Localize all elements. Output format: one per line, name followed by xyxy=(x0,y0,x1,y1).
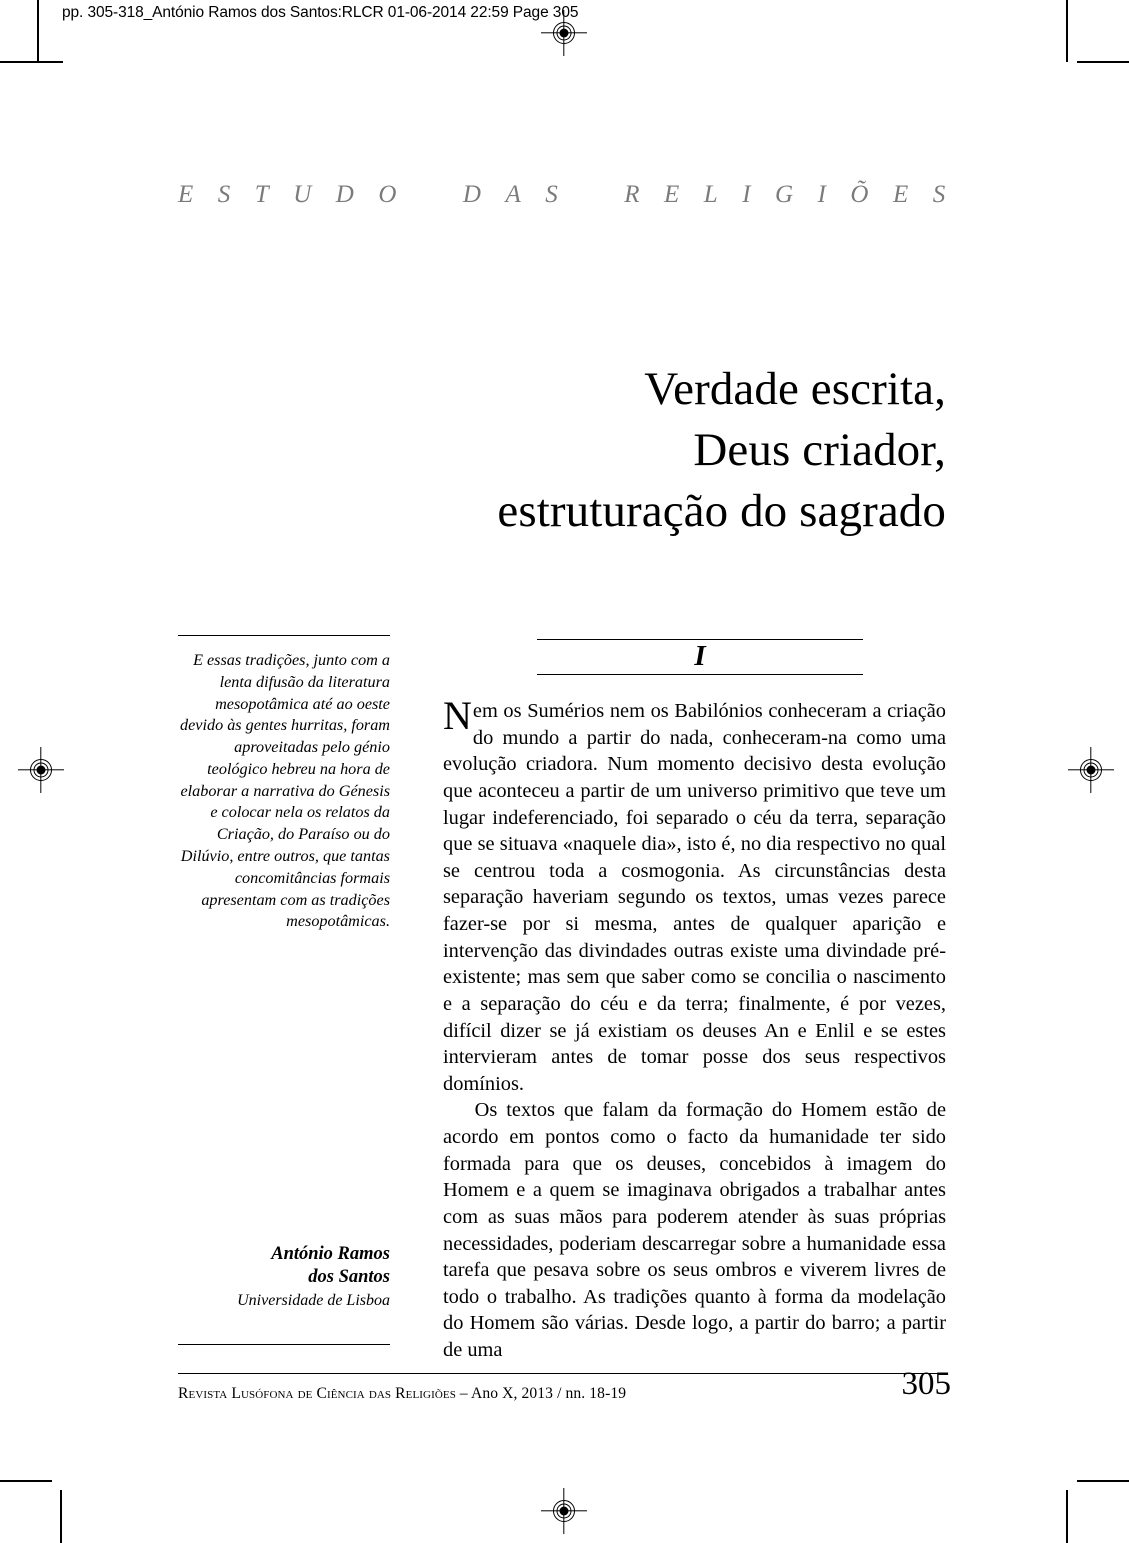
running-head-letters xyxy=(178,181,946,209)
article-title-line-3: estruturação do sagrado xyxy=(497,484,946,537)
running-head-letter: S xyxy=(217,181,231,208)
footer-rule xyxy=(178,1373,946,1374)
running-head xyxy=(178,181,946,209)
crop-mark-top-right-vertical xyxy=(1066,0,1068,62)
footer-citation xyxy=(178,1385,626,1403)
body-paragraph-1 xyxy=(443,693,946,1097)
body-text-column xyxy=(443,693,946,1364)
running-head-letter: L xyxy=(703,181,719,208)
running-head-letter: T xyxy=(254,181,270,208)
body-paragraph-1-text: em os Sumérios nem os Babilónios conheceram a criação do mundo a partir do nada, conheceram-na como uma evolução criadora. Num momento decisivo desta evolução que aconteceu a partir de um universo primitivo que teve um lugar indeferenciado, foi separado o céu da terra, separação que se situava «naquele dia», isto é, no dia respectivo no qual se centrou toda a cosmogonia. As circunstâncias desta separação haveriam segundo os textos, umas vezes parece fazer-se por si mesma, antes de qualquer aparição e intervenção das divindades outras existe uma divindade pré-existente; mas sem que saber como se concilia o nascimento e a separação do céu e da terra; finalmente, é por vezes, difícil dizer se já existiam os deuses An e Enlil e se estes intervieram antes de tomar posse dos seus respectivos domínios. xyxy=(443,700,946,1095)
running-head-letter: R xyxy=(624,181,640,208)
page-number: 305 xyxy=(901,1366,951,1402)
body-paragraph-2: Os textos que falam da formação do Homem estão de acordo em pontos como o facto da humanidade ter sido formada para que os deuses, concebidos à imagem do Homem e a quem se imaginava obrigados a trabalhar antes com as suas mãos para poderem atender às suas próprias necessidades, poderiam descarregar sobre a humanidade essa tarefa que pesava sobre os seus ombros e viverem livres de todo o trabalho. As tradições quanto à forma da modelação do Homem são várias. Desde logo, a partir do barro; a partir de uma xyxy=(443,1099,946,1361)
running-head-letter: O xyxy=(378,181,397,208)
epigraph-bottom-rule xyxy=(178,1344,390,1345)
running-head-letter: S xyxy=(932,181,946,208)
running-head-letter: I xyxy=(817,181,827,208)
crop-mark-top-right-horizontal xyxy=(1077,61,1129,63)
epigraph-column xyxy=(178,635,390,933)
job-slug-header: pp. 305-318_António Ramos dos Santos:RLCR 01-06-2014 22:59 Page 305 xyxy=(62,4,579,21)
running-head-letter: G xyxy=(775,181,794,208)
crop-mark-bottom-left-vertical xyxy=(60,1490,62,1543)
running-head-letter: I xyxy=(742,181,752,208)
author-name-line-2: dos Santos xyxy=(308,1266,390,1287)
crop-mark-bottom-right-horizontal xyxy=(1077,1480,1129,1482)
author-affiliation: Universidade de Lisboa xyxy=(237,1291,390,1309)
epigraph-text: E essas tradições, junto com a lenta difusão da literatura mesopotâmica até ao oeste devido às gentes hurritas, foram aproveitadas pelo génio teológico hebreu na hora de elaborar a narrativa do Génesis e colocar nela os relatos da Criação, do Paraíso ou do Dilúvio, entre outros, que tantas concomitâncias formais apresentam com as tradições mesopotâmicas. xyxy=(180,651,390,931)
crop-mark-top-left-vertical xyxy=(37,0,39,62)
registration-mark-bottom-center xyxy=(541,1488,587,1534)
article-title xyxy=(226,359,946,541)
running-head-word-gap xyxy=(421,181,439,209)
running-head-letter: D xyxy=(462,181,482,208)
section-number: I xyxy=(694,640,706,672)
author-name xyxy=(178,1243,390,1289)
running-head-letter: E xyxy=(664,181,680,208)
footer-journal-name: Revista Lusófona de Ciência das Religiões xyxy=(178,1385,456,1402)
crop-mark-bottom-left-horizontal xyxy=(0,1480,52,1482)
running-head-word-gap xyxy=(582,181,600,209)
running-head-letter: U xyxy=(293,181,312,208)
registration-mark-right-center xyxy=(1068,747,1114,793)
running-head-letter: E xyxy=(178,181,194,208)
crop-mark-bottom-right-vertical xyxy=(1066,1490,1068,1543)
running-head-letter: S xyxy=(545,181,559,208)
drop-cap: N xyxy=(443,693,472,738)
epigraph-top-rule xyxy=(178,635,390,636)
running-head-letter: D xyxy=(335,181,355,208)
crop-mark-top-left-horizontal xyxy=(0,61,63,63)
article-title-line-1: Verdade escrita, xyxy=(644,363,946,416)
section-heading-bottom-rule xyxy=(537,674,863,675)
article-title-line-2: Deus criador, xyxy=(693,424,946,477)
footer-issue-info: – Ano X, 2013 / nn. 18-19 xyxy=(455,1385,627,1402)
running-head-letter: A xyxy=(505,181,522,208)
registration-mark-left-center xyxy=(18,747,64,793)
running-head-letter: E xyxy=(892,181,909,208)
author-name-line-1: António Ramos xyxy=(271,1244,390,1264)
section-heading xyxy=(537,639,863,675)
running-head-letter: Õ xyxy=(850,181,869,208)
author-block xyxy=(178,1243,390,1310)
